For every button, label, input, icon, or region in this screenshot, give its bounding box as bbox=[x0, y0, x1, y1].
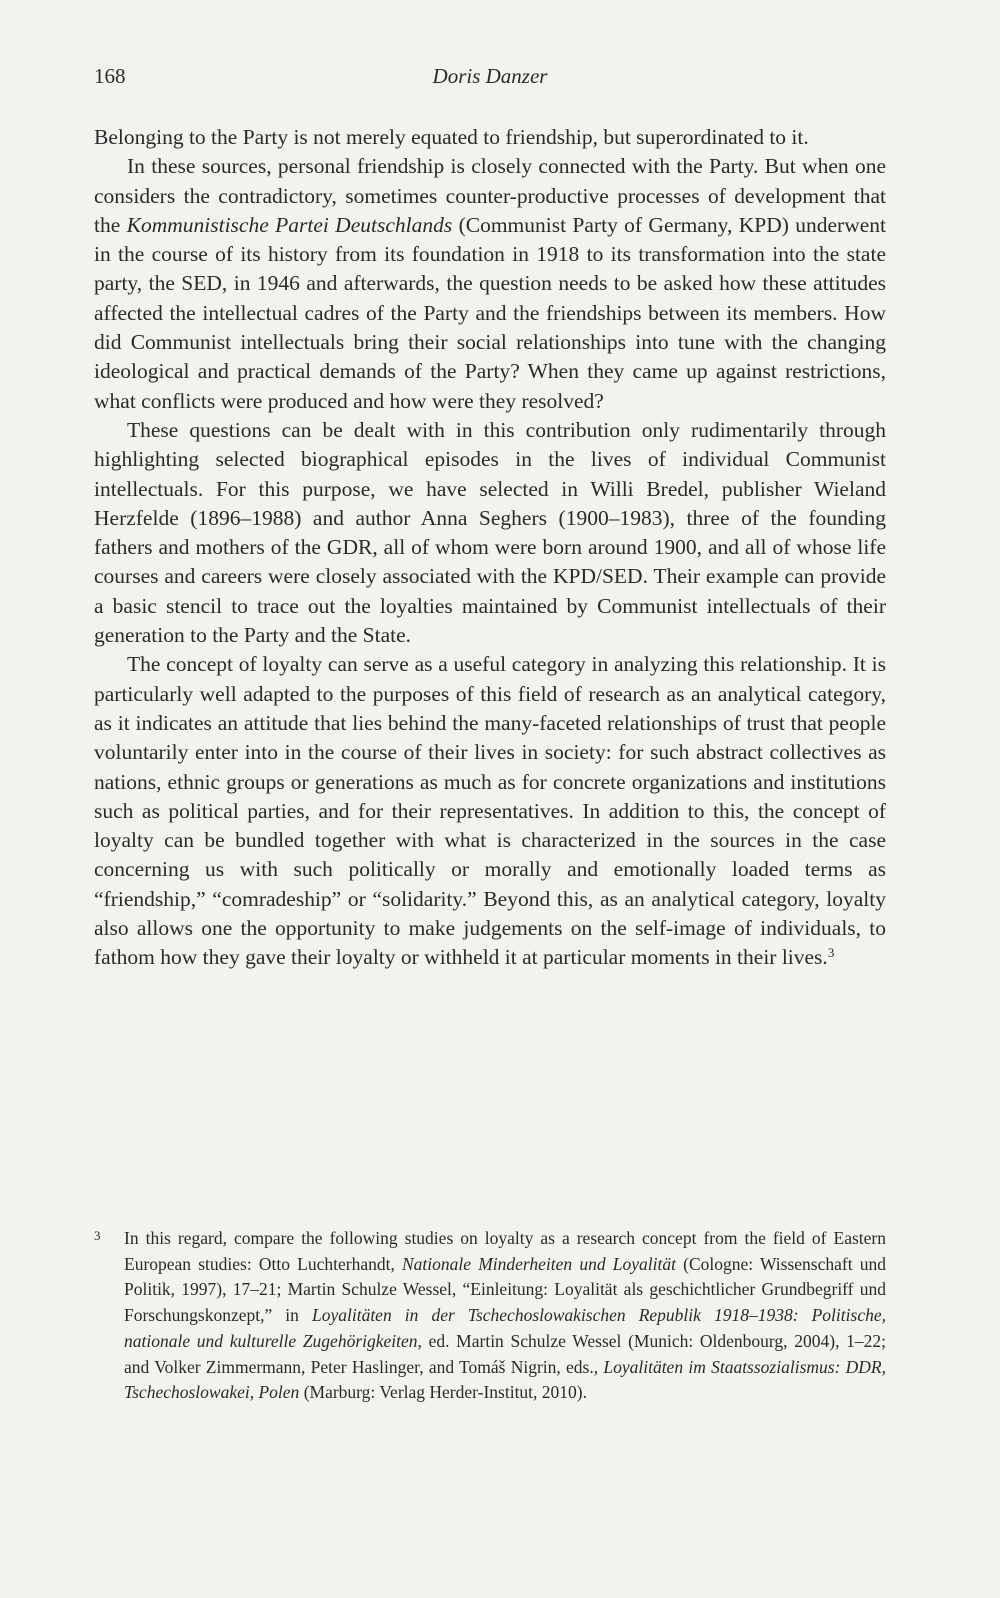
main-text bbox=[94, 123, 886, 973]
paragraph-2 bbox=[94, 152, 886, 416]
footnote-3 bbox=[94, 1226, 886, 1406]
footnote-reference[interactable]: 3 bbox=[827, 945, 835, 961]
paragraph-1: Belonging to the Party is not merely equated to friendship, but superordinated to it. bbox=[94, 125, 809, 149]
paragraph-3: These questions can be dealt with in this contribution only rudimentarily through highlighting selected biographical episodes in the lives of individual Communist intellectuals. For this purpose, we have selected in Willi Bredel, publisher Wieland Herzfelde (1896–1988) and author Anna Seghers (1900–1983), three of the founding fathers and mothers of the GDR, all of whom were born around 1900, and all of whose life courses and careers were closely associated with the KPD/SED. Their example can provide a basic stencil to trace out the loyalties maintained by Communist intellectuals of their generation to the Party and the State. bbox=[94, 417, 886, 648]
paragraph-2-text-b: (Communist Party of Germany, KPD) underwent in the course of its history from its foundation in 1918 to its transformation into the state party, the SED, in 1946 and afterwards, the question needs to be asked how these attitudes affected the intellectual cadres of the Party and the friendships between its members. How did Communist intellectuals bring their social relationships into tune with the changing ideological and practical demands of the Party? When they came up against restrictions, what conflicts were produced and how were they resolved? bbox=[94, 212, 886, 413]
footnotes bbox=[94, 1226, 886, 1406]
footnote-text-3: , ed. Martin Schulze Wessel (Munich: Oldenbourg, 2004), 1–22; and Volker Zimmermann, Peter Haslinger, and Tomáš Nigrin, eds., bbox=[124, 1330, 886, 1377]
footnote-number: 3 bbox=[94, 1228, 101, 1243]
footnote-title-1: Nationale Minderheiten und Loyalität bbox=[402, 1253, 676, 1274]
footnote-text-2: (Cologne: Wissenschaft und Politik, 1997), 17–21; Martin Schulze Wessel, “Einleitung: Loyalität als geschichtlicher Grundbegriff und Forschungskonzept,” in bbox=[124, 1253, 886, 1326]
page-number: 168 bbox=[94, 64, 126, 88]
running-head-author: Doris Danzer bbox=[432, 64, 548, 88]
footnote-title-2: Loyalitäten in der Tschechoslowakischen Republik 1918–1938: Politische, nationale und kulturelle Zugehörigkeiten bbox=[124, 1305, 886, 1351]
paragraph-4-text: The concept of loyalty can serve as a useful category in analyzing this relationship. It is particularly well adapted to the purposes of this field of research as an analytical category, as it indicates an attitude that lies behind the many-faceted relationships of trust that people voluntarily enter into in the course of their lives in society: for such abstract collectives as nations, ethnic groups or generations as much as for concrete organizations and institutions such as political parties, and for their representatives. In addition to this, the concept of loyalty can be bundled together with what is characterized in the sources in the case concerning us with such politically or morally and emotionally loaded terms as “friendship,” “comradeship” or “solidarity.” Beyond this, as an analytical category, loyalty also allows one the opportunity to make judgements on the self-image of individuals, to fathom how they gave their loyalty or withheld it at particular moments in their lives. bbox=[94, 652, 886, 970]
footnote-text-4: (Marburg: Verlag Herder-Institut, 2010). bbox=[299, 1382, 587, 1403]
footnote-title-3: Loyalitäten im Staatssozialismus: DDR, Tschechoslowakei, Polen bbox=[124, 1356, 886, 1403]
footnote-text-1: In this regard, compare the following studies on loyalty as a research concept from the field of Eastern European studies: Otto Luchterhandt, bbox=[124, 1228, 886, 1274]
paragraph-4 bbox=[94, 650, 886, 972]
running-head bbox=[94, 64, 886, 94]
paragraph-2-italic-term: Kommunistische Partei Deutschlands bbox=[126, 212, 453, 237]
paragraph-2-text-a: In these sources, personal friendship is closely connected with the Party. But when one considers the contradictory, sometimes counter-productive processes of development that the bbox=[94, 154, 886, 237]
